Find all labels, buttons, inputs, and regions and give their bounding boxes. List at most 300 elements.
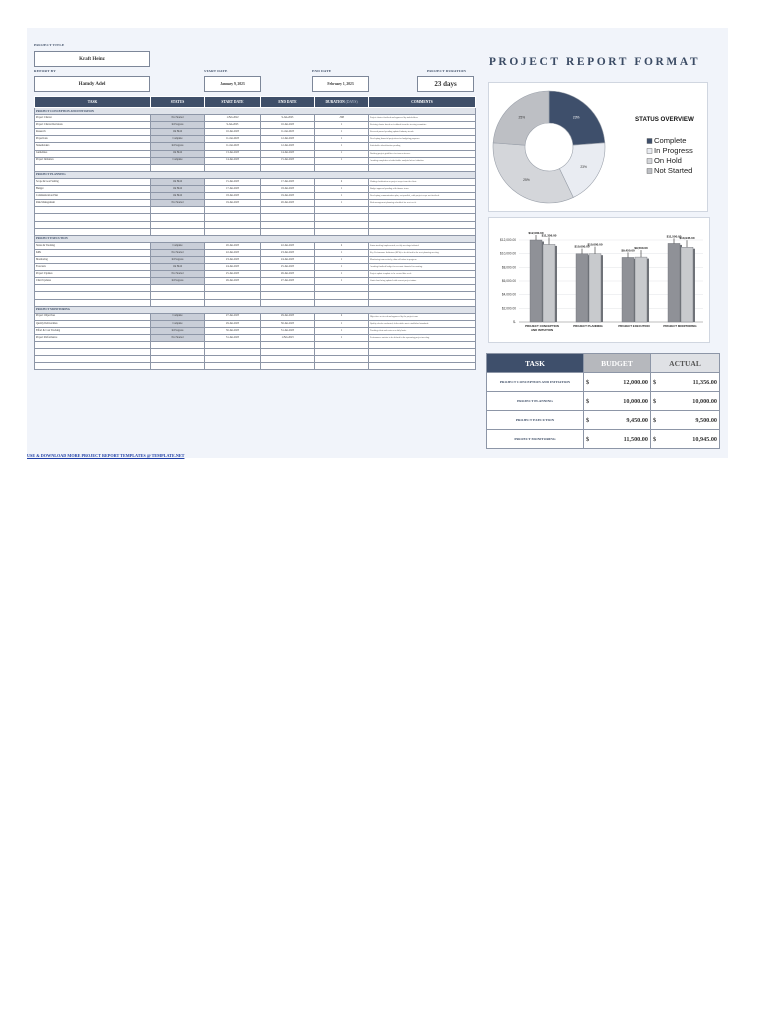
budget-budget-cell[interactable] bbox=[584, 430, 651, 449]
empty-cell[interactable] bbox=[35, 299, 151, 306]
end-date-cell[interactable]: 11-Jan-2023 bbox=[261, 129, 315, 136]
empty-row bbox=[35, 228, 476, 235]
start-date-cell[interactable]: 29-Jan-2023 bbox=[205, 320, 261, 327]
bar-data-label: $10,000.00 bbox=[574, 244, 590, 249]
comment-cell[interactable]: Research paused pending updated industry trends. bbox=[369, 129, 476, 136]
comment-cell[interactable]: Developing financial projections for budgeting purposes. bbox=[369, 136, 476, 143]
project-duration-label: PROJECT DURATION bbox=[427, 69, 467, 73]
empty-cell[interactable] bbox=[369, 299, 476, 306]
donut-data-label: 25% bbox=[518, 115, 526, 120]
empty-cell[interactable] bbox=[315, 363, 369, 370]
end-date-cell[interactable]: 27-Jan-2023 bbox=[261, 278, 315, 285]
start-date-cell[interactable]: 1-Feb-2022 bbox=[205, 115, 261, 122]
empty-cell[interactable] bbox=[35, 356, 151, 363]
empty-cell[interactable] bbox=[205, 292, 261, 299]
budget-budget-cell[interactable] bbox=[584, 392, 651, 411]
legend-swatch bbox=[647, 159, 652, 164]
amount-value: 12,000.00 bbox=[623, 378, 648, 386]
task-name-cell[interactable]: Research bbox=[35, 129, 151, 136]
duration-cell[interactable]: 2 bbox=[315, 313, 369, 320]
comment-cell[interactable]: Awaiting finalized budget for accurate financial forecasting. bbox=[369, 264, 476, 271]
task-name-cell[interactable]: Forecasts bbox=[35, 264, 151, 271]
empty-cell[interactable] bbox=[261, 363, 315, 370]
start-date-cell[interactable]: 20-Jan-2023 bbox=[205, 242, 261, 249]
empty-cell[interactable] bbox=[315, 299, 369, 306]
y-tick-label: $- bbox=[513, 320, 516, 324]
currency-symbol: $ bbox=[586, 397, 590, 405]
empty-cell[interactable] bbox=[205, 342, 261, 349]
task-name-cell[interactable]: Stakeholders bbox=[35, 143, 151, 150]
budget-row bbox=[487, 392, 720, 411]
bar-budget bbox=[576, 254, 588, 322]
start-date-cell[interactable]: 22-Jan-2023 bbox=[205, 249, 261, 256]
task-name-cell[interactable]: Communication Plan bbox=[35, 193, 151, 200]
empty-cell[interactable] bbox=[205, 164, 261, 171]
empty-cell[interactable] bbox=[151, 228, 205, 235]
comment-cell[interactable]: Budget approval pending with finance team. bbox=[369, 186, 476, 193]
end-date-cell[interactable]: 31-Jan-2023 bbox=[261, 327, 315, 334]
duration-cell[interactable]: 1 bbox=[315, 327, 369, 334]
amount-wrap bbox=[653, 398, 717, 405]
bar-actual bbox=[635, 257, 647, 322]
empty-row bbox=[35, 221, 476, 228]
empty-cell[interactable] bbox=[205, 221, 261, 228]
empty-cell[interactable] bbox=[35, 349, 151, 356]
y-tick-label: $10,000.00 bbox=[500, 251, 516, 256]
comment-cell[interactable]: Stakeholder identification pending. bbox=[369, 143, 476, 150]
empty-cell[interactable] bbox=[151, 349, 205, 356]
empty-row bbox=[35, 292, 476, 299]
report-title: PROJECT REPORT FORMAT bbox=[488, 56, 701, 68]
empty-cell[interactable] bbox=[261, 164, 315, 171]
empty-cell[interactable] bbox=[151, 285, 205, 292]
task-row bbox=[35, 327, 476, 334]
project-title-field[interactable]: Kraft Heinz bbox=[34, 51, 150, 67]
empty-cell[interactable] bbox=[35, 363, 151, 370]
empty-cell[interactable] bbox=[315, 228, 369, 235]
task-name-cell[interactable]: Monitoring bbox=[35, 256, 151, 263]
empty-cell[interactable] bbox=[35, 164, 151, 171]
legend-swatch bbox=[647, 169, 652, 174]
comment-cell[interactable]: Key Performance Indicators (KPIs) to be defined in the next planning meeting. bbox=[369, 249, 476, 256]
budget-budget-cell[interactable] bbox=[584, 411, 651, 430]
duration-cell[interactable]: 1 bbox=[315, 200, 369, 207]
task-name-cell[interactable]: Project Objectives bbox=[35, 313, 151, 320]
bar-data-label: $11,500.00 bbox=[666, 234, 682, 239]
start-date-cell[interactable]: 11-Jan-2023 bbox=[205, 136, 261, 143]
col-status: STATUS bbox=[151, 97, 205, 108]
duration-cell[interactable]: 1 bbox=[315, 278, 369, 285]
budget-actual-cell[interactable] bbox=[651, 430, 720, 449]
comment-cell[interactable]: Quality checks conducted; deliverables meet established standards. bbox=[369, 320, 476, 327]
empty-cell[interactable] bbox=[151, 214, 205, 221]
empty-cell[interactable] bbox=[205, 285, 261, 292]
task-name-cell[interactable]: Guidelines bbox=[35, 150, 151, 157]
start-date-cell[interactable]: 31-Jan-2023 bbox=[205, 335, 261, 342]
empty-cell[interactable] bbox=[261, 228, 315, 235]
empty-cell[interactable] bbox=[261, 221, 315, 228]
comment-cell[interactable]: Status tracking implemented; weekly meetings initiated. bbox=[369, 242, 476, 249]
task-name-cell[interactable]: KPIs bbox=[35, 249, 151, 256]
amount-wrap bbox=[653, 436, 717, 443]
empty-row bbox=[35, 299, 476, 306]
empty-cell[interactable] bbox=[151, 356, 205, 363]
end-date-cell[interactable]: 12-Jan-2023 bbox=[261, 136, 315, 143]
empty-cell[interactable] bbox=[261, 214, 315, 221]
section-row bbox=[35, 306, 476, 313]
status-cell[interactable]: Complete bbox=[151, 320, 205, 327]
comment-cell[interactable]: Revising charter based on feedback from the steering committee. bbox=[369, 122, 476, 129]
status-donut-svg bbox=[489, 83, 709, 213]
duration-cell[interactable]: 1 bbox=[315, 157, 369, 164]
end-date-cell[interactable]: 17-Jan-2023 bbox=[261, 178, 315, 185]
budget-actual-cell[interactable] bbox=[651, 373, 720, 392]
empty-cell[interactable] bbox=[205, 356, 261, 363]
currency-symbol: $ bbox=[653, 416, 657, 424]
empty-cell[interactable] bbox=[151, 207, 205, 214]
comment-cell[interactable]: Drafting project guidelines for team reference. bbox=[369, 150, 476, 157]
budget-row bbox=[487, 430, 720, 449]
empty-row bbox=[35, 349, 476, 356]
status-cell[interactable]: Complete bbox=[151, 242, 205, 249]
status-cell[interactable]: Complete bbox=[151, 136, 205, 143]
donut-data-label: 25% bbox=[523, 178, 530, 183]
amount-value: 10,000.00 bbox=[692, 397, 717, 405]
section-row bbox=[35, 235, 476, 242]
comment-cell[interactable]: Waiting clarification on project scope from the client. bbox=[369, 178, 476, 185]
legend-label: On Hold bbox=[654, 156, 682, 165]
status-overview-chart bbox=[488, 82, 708, 212]
currency-symbol: $ bbox=[653, 397, 657, 405]
empty-cell[interactable] bbox=[369, 285, 476, 292]
task-name-cell[interactable]: Risk Management bbox=[35, 200, 151, 207]
empty-cell[interactable] bbox=[315, 164, 369, 171]
status-cell[interactable]: Not Started bbox=[151, 200, 205, 207]
empty-cell[interactable] bbox=[205, 299, 261, 306]
duration-cell[interactable]: 1 bbox=[315, 264, 369, 271]
duration-cell[interactable]: 1 bbox=[315, 249, 369, 256]
empty-cell[interactable] bbox=[35, 214, 151, 221]
legend-label: Not Started bbox=[654, 166, 693, 175]
start-date-cell[interactable]: 27-Jan-2023 bbox=[205, 313, 261, 320]
status-cell[interactable]: On Hold bbox=[151, 186, 205, 193]
empty-row bbox=[35, 356, 476, 363]
end-date-cell[interactable]: 30-Jan-2023 bbox=[261, 320, 315, 327]
template-link[interactable]: USE & DOWNLOAD MORE PROJECT REPORT TEMPLATES @ TEMPLATE.NET bbox=[27, 453, 185, 458]
budget-table-body bbox=[487, 373, 720, 449]
comment-cell[interactable]: Project charter finalized and approved by stakeholders. bbox=[369, 115, 476, 122]
task-name-cell[interactable]: Quality Deliverables bbox=[35, 320, 151, 327]
x-category-label: PROJECT PLANNING bbox=[573, 324, 603, 328]
duration-cell[interactable]: 1 bbox=[315, 136, 369, 143]
section-title: PROJECT MONITORING bbox=[35, 306, 476, 313]
start-date-cell[interactable]: 14-Jan-2023 bbox=[205, 157, 261, 164]
start-date-cell[interactable]: 18-Jan-2023 bbox=[205, 193, 261, 200]
task-row bbox=[35, 150, 476, 157]
amount-wrap bbox=[586, 417, 648, 424]
col-duration bbox=[315, 97, 369, 108]
empty-cell[interactable] bbox=[315, 221, 369, 228]
empty-cell[interactable] bbox=[369, 356, 476, 363]
empty-row bbox=[35, 285, 476, 292]
donut-data-label: 23% bbox=[580, 165, 587, 169]
empty-cell[interactable] bbox=[151, 342, 205, 349]
duration-cell[interactable]: 1 bbox=[315, 320, 369, 327]
start-date-cell[interactable]: 26-Jan-2023 bbox=[205, 278, 261, 285]
end-date-cell[interactable]: 22-Jan-2023 bbox=[261, 242, 315, 249]
duration-cell[interactable]: 1 bbox=[315, 186, 369, 193]
end-date-cell[interactable]: 19-Jan-2023 bbox=[261, 193, 315, 200]
task-name-cell[interactable]: Projections bbox=[35, 136, 151, 143]
duration-cell[interactable]: 1 bbox=[315, 143, 369, 150]
comment-cell[interactable]: Performance metrics to be defined in the upcoming project meeting. bbox=[369, 335, 476, 342]
amount-wrap bbox=[653, 417, 717, 424]
status-cell[interactable]: Not Started bbox=[151, 271, 205, 278]
empty-cell[interactable] bbox=[151, 164, 205, 171]
task-table-header bbox=[35, 97, 476, 108]
empty-cell[interactable] bbox=[261, 207, 315, 214]
amount-value: 9,500.00 bbox=[695, 416, 717, 424]
task-name-cell[interactable]: Project Charter Revisions bbox=[35, 122, 151, 129]
amount-value: 9,450.00 bbox=[626, 416, 648, 424]
amount-wrap bbox=[653, 379, 717, 386]
start-date-cell[interactable]: 15-Jan-2023 bbox=[205, 178, 261, 185]
end-date-cell[interactable]: 23-Jan-2023 bbox=[261, 249, 315, 256]
duration-cell[interactable]: -388 bbox=[315, 115, 369, 122]
status-cell[interactable]: On Hold bbox=[151, 129, 205, 136]
status-cell[interactable]: Not Started bbox=[151, 335, 205, 342]
empty-cell[interactable] bbox=[35, 221, 151, 228]
task-name-cell[interactable]: Project Performance bbox=[35, 335, 151, 342]
empty-cell[interactable] bbox=[205, 349, 261, 356]
task-row bbox=[35, 335, 476, 342]
status-cell[interactable]: In Progress bbox=[151, 327, 205, 334]
empty-row bbox=[35, 214, 476, 221]
start-date-cell[interactable]: 30-Jan-2023 bbox=[205, 327, 261, 334]
x-category-label-line2: AND INITIATION bbox=[530, 328, 554, 332]
task-row bbox=[35, 122, 476, 129]
start-date-cell[interactable]: 17-Jan-2023 bbox=[205, 186, 261, 193]
status-cell[interactable]: On Hold bbox=[151, 193, 205, 200]
status-cell[interactable]: In Progress bbox=[151, 278, 205, 285]
empty-cell[interactable] bbox=[261, 285, 315, 292]
comment-cell[interactable]: Tracking effort and costs on a daily basis. bbox=[369, 327, 476, 334]
bar-data-label: $11,356.00 bbox=[541, 233, 557, 238]
amount-value: 10,945.00 bbox=[692, 435, 717, 443]
status-cell[interactable]: Complete bbox=[151, 313, 205, 320]
y-tick-label: $2,000.00 bbox=[501, 306, 516, 311]
empty-cell[interactable] bbox=[205, 214, 261, 221]
start-date-cell[interactable]: 24-Jan-2023 bbox=[205, 264, 261, 271]
col-task: TASK bbox=[35, 97, 151, 108]
empty-cell[interactable] bbox=[369, 221, 476, 228]
amount-wrap bbox=[586, 379, 648, 386]
empty-cell[interactable] bbox=[261, 299, 315, 306]
end-date-cell[interactable]: 24-Jan-2023 bbox=[261, 256, 315, 263]
empty-cell[interactable] bbox=[261, 292, 315, 299]
legend-swatch bbox=[647, 149, 652, 154]
bar-side bbox=[601, 255, 603, 322]
status-cell[interactable]: In Progress bbox=[151, 256, 205, 263]
status-cell[interactable]: Not Started bbox=[151, 249, 205, 256]
empty-cell[interactable] bbox=[261, 342, 315, 349]
empty-cell[interactable] bbox=[315, 207, 369, 214]
end-date-cell[interactable]: 12-Jan-2023 bbox=[261, 143, 315, 150]
empty-cell[interactable] bbox=[315, 356, 369, 363]
budget-bar-svg bbox=[489, 218, 711, 344]
task-name-cell[interactable]: Scope & Goal Setting bbox=[35, 178, 151, 185]
budget-table bbox=[486, 353, 720, 449]
status-cell[interactable]: In Progress bbox=[151, 122, 205, 129]
bar-side bbox=[555, 246, 557, 322]
empty-cell[interactable] bbox=[205, 363, 261, 370]
amount-value: 10,000.00 bbox=[623, 397, 648, 405]
empty-cell[interactable] bbox=[315, 214, 369, 221]
empty-cell[interactable] bbox=[151, 299, 205, 306]
budget-budget-cell[interactable] bbox=[584, 373, 651, 392]
status-cell[interactable]: Not Started bbox=[151, 115, 205, 122]
duration-cell[interactable]: 1 bbox=[315, 122, 369, 129]
start-date-cell[interactable]: 9-Jan-2023 bbox=[205, 122, 261, 129]
empty-cell[interactable] bbox=[35, 228, 151, 235]
empty-cell[interactable] bbox=[369, 207, 476, 214]
empty-cell[interactable] bbox=[35, 292, 151, 299]
end-date-cell[interactable]: 18-Jan-2023 bbox=[261, 186, 315, 193]
end-date-cell[interactable]: 9-Jan-2023 bbox=[261, 115, 315, 122]
duration-cell[interactable]: 1 bbox=[315, 193, 369, 200]
comment-cell[interactable]: Awaiting completion of stakeholder analysis before initiation. bbox=[369, 157, 476, 164]
task-row bbox=[35, 313, 476, 320]
task-row bbox=[35, 264, 476, 271]
duration-cell[interactable]: 1 bbox=[315, 256, 369, 263]
duration-cell[interactable]: 1 bbox=[315, 335, 369, 342]
empty-cell[interactable] bbox=[369, 349, 476, 356]
duration-cell[interactable]: 1 bbox=[315, 129, 369, 136]
task-row bbox=[35, 256, 476, 263]
empty-cell[interactable] bbox=[151, 363, 205, 370]
y-tick-label: $6,000.00 bbox=[501, 279, 516, 283]
end-date-cell[interactable]: 29-Jan-2023 bbox=[261, 313, 315, 320]
duration-cell[interactable]: 1 bbox=[315, 150, 369, 157]
comment-cell[interactable]: Objectives reviewed and approved by the project team. bbox=[369, 313, 476, 320]
end-date-cell[interactable]: 26-Jan-2023 bbox=[261, 271, 315, 278]
empty-cell[interactable] bbox=[205, 228, 261, 235]
start-date-cell[interactable]: 13-Jan-2023 bbox=[205, 150, 261, 157]
comment-cell[interactable]: Risk management planning scheduled for next week. bbox=[369, 200, 476, 207]
bar-data-label: $12,000.00 bbox=[528, 231, 544, 235]
end-date-cell[interactable]: 25-Jan-2023 bbox=[261, 264, 315, 271]
budget-actual-cell[interactable] bbox=[651, 392, 720, 411]
start-date-cell[interactable]: 19-Jan-2023 bbox=[205, 200, 261, 207]
status-cell[interactable]: On Hold bbox=[151, 264, 205, 271]
start-date-cell[interactable]: 23-Jan-2023 bbox=[205, 256, 261, 263]
end-date-cell[interactable]: 14-Jan-2023 bbox=[261, 150, 315, 157]
empty-cell[interactable] bbox=[261, 356, 315, 363]
comment-cell[interactable]: Gantt chart being updated with current project status. bbox=[369, 278, 476, 285]
empty-cell[interactable] bbox=[35, 207, 151, 214]
empty-cell[interactable] bbox=[315, 349, 369, 356]
bar-side bbox=[647, 259, 649, 322]
comment-cell[interactable]: Developing communication plan, not possible, with project scope not finalized. bbox=[369, 193, 476, 200]
task-name-cell[interactable]: Project Initiation bbox=[35, 157, 151, 164]
y-tick-label: $12,000.00 bbox=[500, 238, 516, 242]
task-row bbox=[35, 136, 476, 143]
task-name-cell[interactable]: Chart Updates bbox=[35, 278, 151, 285]
bar-data-label: $9,450.00 bbox=[621, 248, 635, 253]
empty-cell[interactable] bbox=[35, 342, 151, 349]
duration-cell[interactable]: 1 bbox=[315, 271, 369, 278]
budget-task-cell: PROJECT PLANNING bbox=[487, 392, 584, 411]
end-date-cell[interactable]: 10-Jan-2023 bbox=[261, 122, 315, 129]
empty-cell[interactable] bbox=[315, 342, 369, 349]
empty-cell[interactable] bbox=[315, 292, 369, 299]
task-name-cell[interactable]: Status & Tracking bbox=[35, 242, 151, 249]
task-name-cell[interactable]: Effort & Cost Tracking bbox=[35, 327, 151, 334]
budget-task-cell: PROJECT MONITORING bbox=[487, 430, 584, 449]
start-date-field[interactable]: January 9, 2023 bbox=[204, 76, 261, 92]
start-date-cell[interactable]: 11-Jan-2023 bbox=[205, 143, 261, 150]
status-cell[interactable]: In Progress bbox=[151, 143, 205, 150]
budget-bar-chart bbox=[488, 217, 710, 343]
donut-slice-on-hold bbox=[493, 143, 573, 203]
project-duration-field[interactable]: 23 days bbox=[417, 76, 474, 92]
duration-cell[interactable]: 2 bbox=[315, 242, 369, 249]
empty-cell[interactable] bbox=[261, 349, 315, 356]
comment-cell[interactable]: Monitoring team actively; data collection in progress. bbox=[369, 256, 476, 263]
section-title: PROJECT PLANNING bbox=[35, 171, 476, 178]
empty-cell[interactable] bbox=[369, 292, 476, 299]
status-cell[interactable]: On Hold bbox=[151, 178, 205, 185]
duration-cell[interactable]: 2 bbox=[315, 178, 369, 185]
budget-row bbox=[487, 411, 720, 430]
empty-cell[interactable] bbox=[315, 285, 369, 292]
end-date-cell[interactable]: 20-Jan-2023 bbox=[261, 200, 315, 207]
empty-cell[interactable] bbox=[35, 285, 151, 292]
end-date-cell[interactable]: 15-Jan-2023 bbox=[261, 157, 315, 164]
task-row bbox=[35, 129, 476, 136]
legend-swatch bbox=[647, 139, 652, 144]
empty-row bbox=[35, 207, 476, 214]
empty-cell[interactable] bbox=[369, 228, 476, 235]
task-name-cell[interactable]: Project Charter bbox=[35, 115, 151, 122]
budget-task-cell: PROJECT CONCEPTION AND INITIATION bbox=[487, 373, 584, 392]
comment-cell[interactable]: Project update template to be created this week. bbox=[369, 271, 476, 278]
empty-cell[interactable] bbox=[369, 164, 476, 171]
empty-cell[interactable] bbox=[205, 207, 261, 214]
task-name-cell[interactable]: Budget bbox=[35, 186, 151, 193]
start-date-cell[interactable]: 25-Jan-2023 bbox=[205, 271, 261, 278]
empty-cell[interactable] bbox=[369, 214, 476, 221]
start-date-cell[interactable]: 10-Jan-2023 bbox=[205, 129, 261, 136]
empty-cell[interactable] bbox=[369, 363, 476, 370]
status-cell[interactable]: On Hold bbox=[151, 150, 205, 157]
end-date-field[interactable]: February 1, 2023 bbox=[312, 76, 369, 92]
section-row bbox=[35, 171, 476, 178]
budget-actual-cell[interactable] bbox=[651, 411, 720, 430]
task-row bbox=[35, 115, 476, 122]
task-name-cell[interactable]: Project Updates bbox=[35, 271, 151, 278]
amount-value: 11,500.00 bbox=[623, 435, 648, 443]
bar-actual bbox=[589, 254, 601, 322]
empty-cell[interactable] bbox=[151, 292, 205, 299]
report-by-field[interactable]: Hamdy Adel bbox=[34, 76, 150, 92]
empty-cell[interactable] bbox=[369, 342, 476, 349]
empty-cell[interactable] bbox=[151, 221, 205, 228]
task-row bbox=[35, 186, 476, 193]
status-cell[interactable]: Complete bbox=[151, 157, 205, 164]
budget-task-cell: PROJECT EXECUTION bbox=[487, 411, 584, 430]
end-date-cell[interactable]: 1-Feb-2023 bbox=[261, 335, 315, 342]
